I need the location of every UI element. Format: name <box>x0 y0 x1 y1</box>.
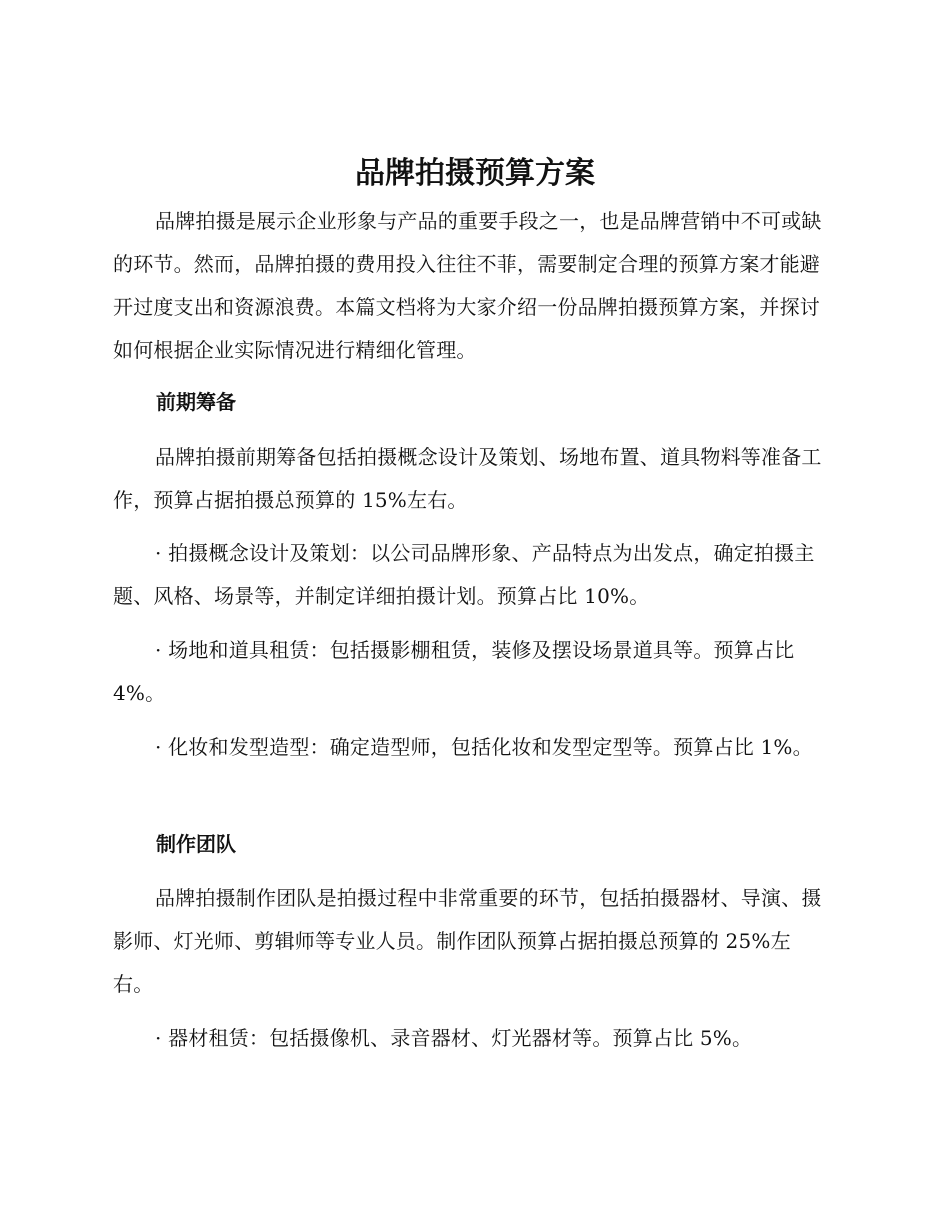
section1-body: 品牌拍摄前期筹备包括拍摄概念设计及策划、场地布置、道具物料等准备工作，预算占据拍摄总预算的 15%左右。 <box>113 445 822 512</box>
section2-body: 品牌拍摄制作团队是拍摄过程中非常重要的环节，包括拍摄器材、导演、摄影师、灯光师、剪辑师等专业人员。制作团队预算占据拍摄总预算的 25%左右。 <box>113 886 822 996</box>
section2-item: · 器材租赁：包括摄像机、录音器材、灯光器材等。预算占比 5%。 <box>155 1026 753 1050</box>
section-heading-preparation: 前期筹备 <box>156 390 236 414</box>
section1-item: · 场地和道具租赁：包括摄影棚租赁，装修及摆设场景道具等。预算占比 4%。 <box>113 638 795 705</box>
section-heading-production-team: 制作团队 <box>156 832 236 856</box>
section1-item: · 拍摄概念设计及策划：以公司品牌形象、产品特点为出发点，确定拍摄主题、风格、场景等，并制定详细拍摄计划。预算占比 10%。 <box>113 541 815 608</box>
intro-paragraph: 品牌拍摄是展示企业形象与产品的重要手段之一，也是品牌营销中不可或缺的环节。然而，品牌拍摄的费用投入往往不菲，需要制定合理的预算方案才能避开过度支出和资源浪费。本篇文档将为大家介绍一份品牌拍摄预算方案，并探讨如何根据企业实际情况进行精细化管理。 <box>113 209 822 362</box>
section1-item: · 化妆和发型造型：确定造型师，包括化妆和发型定型等。预算占比 1%。 <box>155 735 813 759</box>
document-title: 品牌拍摄预算方案 <box>355 156 595 191</box>
